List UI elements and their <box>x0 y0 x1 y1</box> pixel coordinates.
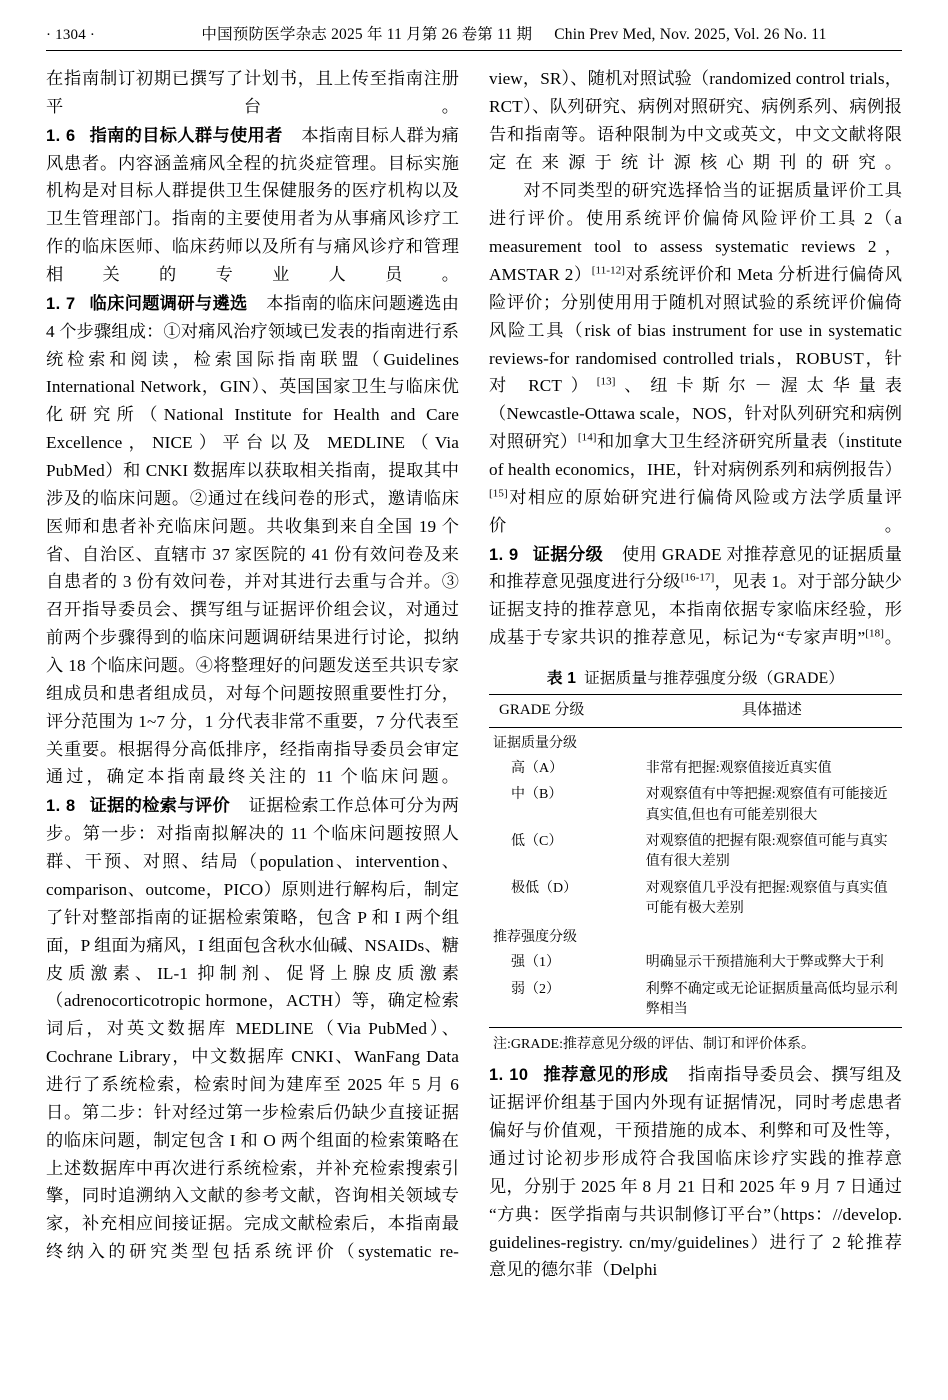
grade-desc-b: 对观察值有中等把握:观察值有可能接近真实值,但也有可能差别很大 <box>645 787 888 823</box>
citation-11-12: [11-12] <box>591 264 626 277</box>
grade-table-body <box>489 727 902 1028</box>
grade-table-wrapper <box>489 666 902 1053</box>
section-1-7-body: 本指南的临床问题遴选由 4 个步骤组成：①对痛风治疗领域已发表的指南进行系统检索和阅读，检索国际指南联盟（Guidelines International Network，GIN）、英国国家卫生与临床优化研究所（National Institute for Health and Care Excellence，NICE）平台以及 MEDLINE（Via PubMed）和 CNKI 数据库以获取相关指南，提取其中涉及的临床问题。②通过在线问卷的形式，邀请临床医师和患者补充临床问题。共收集到来自全国 19 个省、自治区、直辖市 37 家医院的 41 份有效问卷及来自患者的 3 份有效问卷，并对其进行去重与合并。③召开指导委员会、撰写组与证据评价组会议，对通过前两个步骤得到的临床问题调研结果进行讨论，拟纳入 18 个临床问题。④将整理好的问题发送至共识专家组成员和患者组成员，对每个问题按照重要性打分，评分范围为 1~7 分，1 分代表非常不重要，7 分代表至关重要。根据得分高低排序，经指南指导委员会审定通过，确定本指南最终关注的 11 个临床问题。 <box>46 293 460 787</box>
right-column <box>489 65 902 1385</box>
section-1-10-body: 指南指导委员会、撰写组及证据评价组基于国内外现有证据情况，同时考虑患者偏好与价值观，干预措施的成本、利弊和可及性等，通过讨论初步形成符合我国临床诊疗实践的推荐意见，分别于 2025 年 8 月 21 日和 2025 年 9 月 7 日通过“方典：医学指南与共识制修订平台”（https：//develop. guidelines‑registry. cn/my/guidelines）进行了 2 轮推荐意见的德尔菲（Delphi <box>489 1065 902 1280</box>
table-row <box>489 876 902 923</box>
citation-16-17: [16-17] <box>680 571 715 584</box>
section-1-9-body-3: 。 <box>883 628 902 648</box>
table-group-header <box>489 727 902 756</box>
table-row <box>489 977 902 1028</box>
grade-desc-d: 对观察值几乎没有把握:观察值与真实值可能有极大差别 <box>645 880 888 916</box>
section-1-7 <box>46 290 459 791</box>
page-number: · 1304 · <box>46 27 96 43</box>
grade-desc-c: 对观察值的把握有限:观察值可能与真实值有很大差别 <box>645 833 888 870</box>
section-1-10 <box>489 1061 902 1284</box>
strength-level-strong: 强（1） <box>511 955 560 971</box>
section-1-7-title: 临床问题调研与遴选 <box>89 293 248 313</box>
group-label-quality: 证据质量分级 <box>493 735 577 751</box>
table-row <box>489 782 902 829</box>
evidence-quality-text-5: 对相应的原始研究进行偏倚风险或方法学质量评价。 <box>489 487 902 535</box>
section-1-9-body-2: ，见表 1。对于部分缺少证据支持的推荐意见，本指南依据专家临床经验，形成基于专家共识的推荐意见，标记为“专家声明” <box>489 572 903 648</box>
section-1-6 <box>46 122 459 289</box>
grade-desc-a: 非常有把握:观察值接近真实值 <box>645 761 832 777</box>
table-row <box>489 950 902 976</box>
grade-table <box>489 694 902 1028</box>
grade-level-d: 极低（D） <box>511 880 578 896</box>
evidence-quality-text-4: 和加拿大卫生经济研究所量表（institute of health economics，IHE，针对病例系列和病例报告） <box>489 432 902 480</box>
citation-15: [15] <box>489 487 508 500</box>
left-continued-paragraph: 在指南制订初期已撰写了计划书，且上传至指南注册平台。 <box>46 69 459 116</box>
section-1-10-title: 推荐意见的形成 <box>543 1065 669 1085</box>
section-1-9-body-1: 使用 GRADE 对推荐意见的证据质量和推荐意见强度进行分级 <box>489 544 902 592</box>
journal-title <box>166 22 862 44</box>
section-1-8 <box>46 792 459 1266</box>
journal-title-cn: 中国预防医学杂志 2025 年 11 月第 26 卷第 11 期 <box>201 26 533 43</box>
table-header-row <box>489 695 902 728</box>
body-columns <box>46 65 902 1385</box>
section-1-8-title: 证据的检索与评价 <box>89 796 231 816</box>
column-header-description: 具体描述 <box>642 695 902 728</box>
table-group-header <box>489 922 902 950</box>
table-note: 注:GRADE:推荐意见分级的评估、制订和评价体系。 <box>493 1037 815 1053</box>
section-1-9-title: 证据分级 <box>532 544 604 564</box>
column-header-grade: GRADE 分级 <box>489 695 642 728</box>
section-1-10-number: 1. 10 <box>489 1066 529 1085</box>
section-1-9 <box>489 541 902 652</box>
section-1-9-number: 1. 9 <box>489 545 519 564</box>
grade-level-c: 低（C） <box>511 833 563 849</box>
left-column <box>46 65 459 1385</box>
section-1-7-number: 1. 7 <box>46 294 76 313</box>
table-row <box>489 829 902 876</box>
citation-14: [14] <box>577 431 597 444</box>
right-continued-paragraph: view，SR）、随机对照试验（randomized control trials，RCT）、队列研究、病例对照研究、病例系列、病例报告和指南等。语种限制为中文或英文，中文文献将限定在来源于统计源核心期刊的研究。 <box>489 69 902 172</box>
grade-level-b: 中（B） <box>511 787 563 803</box>
strength-desc-strong: 明确显示干预措施利大于弊或弊大于利 <box>645 955 884 971</box>
evidence-quality-text-1: 对不同类型的研究选择恰当的证据质量评价工具进行评价。使用系统评价偏倚风险评价工具 2（a measurement tool to assess systematic reviews 2，AMSTAR 2） <box>489 181 902 285</box>
table-label: 表 1 <box>546 670 577 688</box>
section-1-6-body: 本指南目标人群为痛风患者。内容涵盖痛风全程的抗炎症管理。目标实施机构是对目标人群提供卫生保健服务的医疗机构以及卫生管理部门。指南的主要使用者为从事痛风诊疗工作的临床医师、临床药师以及所有与痛风诊疗和管理相关的专业人员。 <box>46 125 460 285</box>
strength-desc-weak: 利弊不确定或无论证据质量高低均显示利弊相当 <box>642 977 902 1028</box>
section-1-8-body: 证据检索工作总体可分为两步。第一步：对指南拟解决的 11 个临床问题按照人群、干预、对照、结局（population、intervention、comparison、outcome，PICO）原则进行解构后，制定了针对整部指南的证据检索策略，包含 P 和 I 两个组面，P 组面为痛风，I 组面包含秋水仙碱、NSAIDs、糖皮质激素、IL‑1 抑制剂、促肾上腺皮质激素（adrenocorticotropic hormone，ACTH）等，确定检索词后，对英文数据库 MEDLINE（Via PubMed）、Cochrane Library，中文数据库 CNKI、WanFang Data 进行了系统检索，检索时间为建库至 2025 年 5 月 6 日。第二步：针对经过第一步检索后仍缺少直接证据的临床问题，制定包含 I 和 O 两个组面的检索策略在上述数据库中再次进行系统检索，并补充检索搜索引擎，同时追溯纳入文献的参考文献，咨询相关领域专家，补充相应间接证据。完成文献检索后，本指南最终纳入的研究类型包括系统评价（systematic re- <box>46 796 460 1262</box>
evidence-quality-text-3: 、纽卡斯尔－渥太华量表（Newcastle‑Ottawa scale，NOS，针对队列研究和病例对照研究） <box>489 376 903 452</box>
citation-18: [18] <box>865 627 884 640</box>
evidence-quality-text-2: 对系统评价和 Meta 分析进行偏倚风险评价；分别使用用于随机对照试验的系统评价偏倚风险工具（risk of bias instrument for use in systematic reviews‑for randomised controlled trials，ROBUST，针对 RCT） <box>489 265 903 396</box>
table-row <box>489 756 902 782</box>
citation-13: [13] <box>596 375 616 388</box>
section-1-6-title: 指南的目标人群与使用者 <box>89 125 283 145</box>
section-1-8-number: 1. 8 <box>46 797 76 816</box>
table-caption <box>489 666 902 688</box>
grade-level-a: 高（A） <box>511 761 564 777</box>
strength-level-weak: 弱（2） <box>489 977 642 1028</box>
evidence-quality-paragraph <box>489 177 902 539</box>
section-1-6-number: 1. 6 <box>46 126 76 145</box>
grade-table-head <box>489 695 902 728</box>
table-caption-text: 证据质量与推荐强度分级（GRADE） <box>584 670 845 688</box>
group-label-strength: 推荐强度分级 <box>493 930 577 946</box>
running-head <box>46 22 902 51</box>
journal-title-en: Chin Prev Med, Nov. 2025, Vol. 26 No. 11 <box>554 26 827 43</box>
